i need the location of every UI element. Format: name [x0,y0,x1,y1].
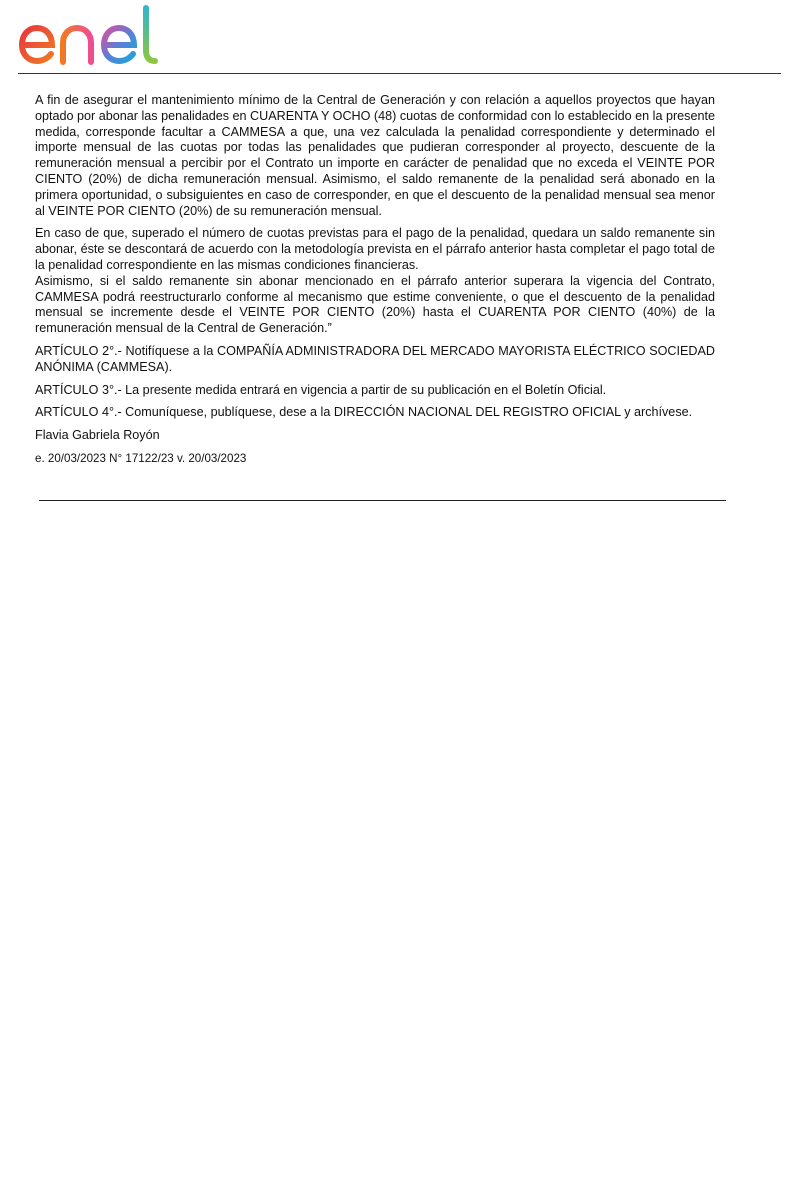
document-body [35,93,715,474]
paragraph-remaining-balance: En caso de que, superado el número de cuotas previstas para el pago de la penalidad, quedara un saldo remanente sin abonar, éste se descontará de acuerdo con la metodología prevista en el párrafo anterior hasta completar el pago total de la penalidad correspondiente en las mismas condiciones financieras. [35,226,715,272]
signature: Flavia Gabriela Royón [35,428,160,443]
footer-divider [39,500,726,501]
article-2: ARTÍCULO 2°.- Notifíquese a la COMPAÑÍA ADMINISTRADORA DEL MERCADO MAYORISTA ELÉCTRICO SOCIEDAD ANÓNIMA (CAMMESA). [35,343,715,374]
article-4: ARTÍCULO 4°.- Comuníquese, publíquese, dese a la DIRECCIÓN NACIONAL DEL REGISTRO OFICIAL y archívese. [35,405,693,420]
page-header [0,0,800,76]
enel-logo [17,5,182,67]
article-3: ARTÍCULO 3°.- La presente medida entrará en vigencia a partir de su publicación en el Boletín Oficial. [35,382,607,397]
paragraph-penalty-installments: A fin de asegurar el mantenimiento mínimo de la Central de Generación y con relación a aquellos proyectos que hayan optado por abonar las penalidades en CUARENTA Y OCHO (48) cuotas de conformidad con lo establecido en la presente medida, corresponde facultar a CAMMESA a que, una vez calculada la penalidad correspondiente y determinado el importe mensual de las cuotas por todas las penalidades que pudieran corresponder al proyecto, descuente de la remuneración mensual a percibir por el Contrato un importe en carácter de penalidad que no exceda el VEINTE POR CIENTO (20%) de dicha remuneración mensual. Asimismo, el saldo remanente de la penalidad será abonado en la primera oportunidad, o subsiguientes en caso de corresponder, en que el descuento de la penalidad mensual sea menor al VEINTE POR CIENTO (20%) de su remuneración mensual. [35,93,715,218]
paragraph-contract-term: Asimismo, si el saldo remanente sin abonar mencionado en el párrafo anterior superara la vigencia del Contrato, CAMMESA podrá reestructurarlo conforme al mecanismo que estime conveniente, o que el descuento de la penalidad mensual se incremente desde el VEINTE POR CIENTO (20%) hasta el CUARENTA POR CIENTO (40%) de la remuneración mensual de la Central de Generación.” [35,273,715,336]
header-divider [18,73,781,74]
publication-reference: e. 20/03/2023 N° 17122/23 v. 20/03/2023 [35,451,247,465]
